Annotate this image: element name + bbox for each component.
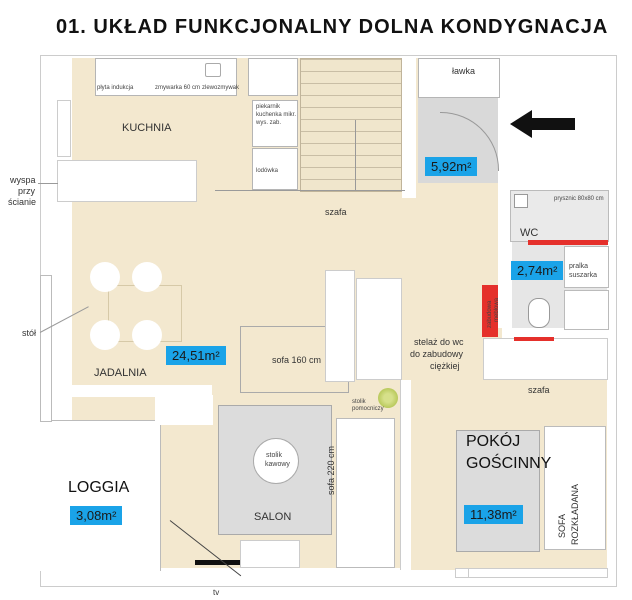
label-stol: stół xyxy=(22,328,37,338)
window xyxy=(40,275,52,422)
room-salon: SALON xyxy=(254,511,292,523)
label-pralka-1: pralka xyxy=(569,263,589,270)
label-lodowka: lodówka xyxy=(256,168,279,174)
label-piekarnik-1: piekarnik xyxy=(256,104,281,110)
chair xyxy=(132,262,162,292)
label-sofa-rozk-2: ROZKŁADANA xyxy=(570,483,580,545)
window xyxy=(57,100,71,157)
label-stolik-pom-2: pomocniczy xyxy=(352,406,384,412)
wc-frame xyxy=(514,337,554,341)
wc-cabinet xyxy=(564,290,609,330)
label-lawka: ławka xyxy=(452,66,476,76)
label-zabudowa-2: meblowa xyxy=(494,297,500,322)
hall-wardrobe-area xyxy=(483,338,608,380)
sink-icon xyxy=(514,194,528,208)
label-prysznic: prysznic 80x80 cm xyxy=(554,196,604,202)
wall xyxy=(402,58,416,198)
room-kuchnia: KUCHNIA xyxy=(122,122,172,134)
label-sofa-rozk-1: SOFA xyxy=(557,513,567,538)
label-szafa2: szafa xyxy=(528,385,550,395)
room-goscinny: GOŚCINNY xyxy=(466,455,552,472)
area-badge-entry: 5,92m² xyxy=(425,157,477,176)
island xyxy=(57,160,197,202)
tv-console xyxy=(195,560,240,565)
wall xyxy=(400,380,411,570)
plant-icon xyxy=(378,388,398,408)
sink xyxy=(205,63,221,77)
label-sofa160: sofa 160 cm xyxy=(272,355,322,365)
label-zabudowa-1: zabudowa xyxy=(487,300,493,328)
label-tv: tv xyxy=(213,588,220,597)
label-zlewozmywak: zlewozmywak xyxy=(202,85,240,91)
staircase xyxy=(300,58,402,192)
label-szafa: szafa xyxy=(325,207,347,217)
chair xyxy=(132,320,162,350)
area-badge-main: 24,51m² xyxy=(166,346,226,365)
label-stelaz-1: stelaż do wc xyxy=(414,337,464,347)
page-title: 01. UKŁAD FUNKCJONALNY DOLNA KONDYGNACJA xyxy=(56,16,609,38)
label-stelaz-2: do zabudowy xyxy=(410,349,464,359)
stair-rail xyxy=(355,120,356,190)
label-wyspa-3: ścianie xyxy=(8,197,37,207)
chair xyxy=(90,262,120,292)
label-wyspa-1: wyspa xyxy=(10,175,36,185)
label-stolik-pom-1: stolik xyxy=(352,399,366,405)
entrance-arrow-icon xyxy=(530,118,575,130)
label-plyta: płyta indukcja xyxy=(97,85,134,91)
tv-stand xyxy=(240,540,300,568)
wardrobe-line xyxy=(215,190,405,191)
area-badge-loggia: 3,08m² xyxy=(70,506,122,525)
entrance-arrow-head xyxy=(510,110,532,138)
counter-segment xyxy=(248,58,298,96)
shower-wall xyxy=(528,240,608,245)
toilet-icon xyxy=(528,298,550,328)
room-jadalnia: JADALNIA xyxy=(94,367,147,379)
label-wyspa-2: przy xyxy=(18,186,36,196)
wall xyxy=(155,395,213,425)
partition xyxy=(356,278,402,380)
area-badge-wc: 2,74m² xyxy=(511,261,563,280)
label-stolik-kawowy-2: kawowy xyxy=(265,461,290,468)
sofa-220 xyxy=(336,418,395,568)
area-badge-guest: 11,38m² xyxy=(464,505,523,524)
room-pokoj: POKÓJ xyxy=(466,433,521,450)
label-stelaz-3: ciężkiej xyxy=(430,361,460,371)
label-zmywarka: zmywarka 60 cm xyxy=(155,85,201,91)
label-stolik-kawowy-1: stolik xyxy=(266,452,282,459)
room-loggia: LOGGIA xyxy=(68,479,130,496)
label-sofa220: sofa 220 cm xyxy=(326,445,336,495)
chair xyxy=(90,320,120,350)
label-piekarnik-2: kuchenka mikr. xyxy=(256,112,297,118)
label-piekarnik-3: wys. zab. xyxy=(256,120,282,126)
leader xyxy=(38,183,58,184)
label-pralka-2: suszarka xyxy=(569,272,598,279)
cabinet xyxy=(325,270,355,382)
window xyxy=(466,568,608,578)
room-wc: WC xyxy=(520,227,539,239)
window xyxy=(455,568,469,578)
entry-wardrobe xyxy=(418,58,500,98)
